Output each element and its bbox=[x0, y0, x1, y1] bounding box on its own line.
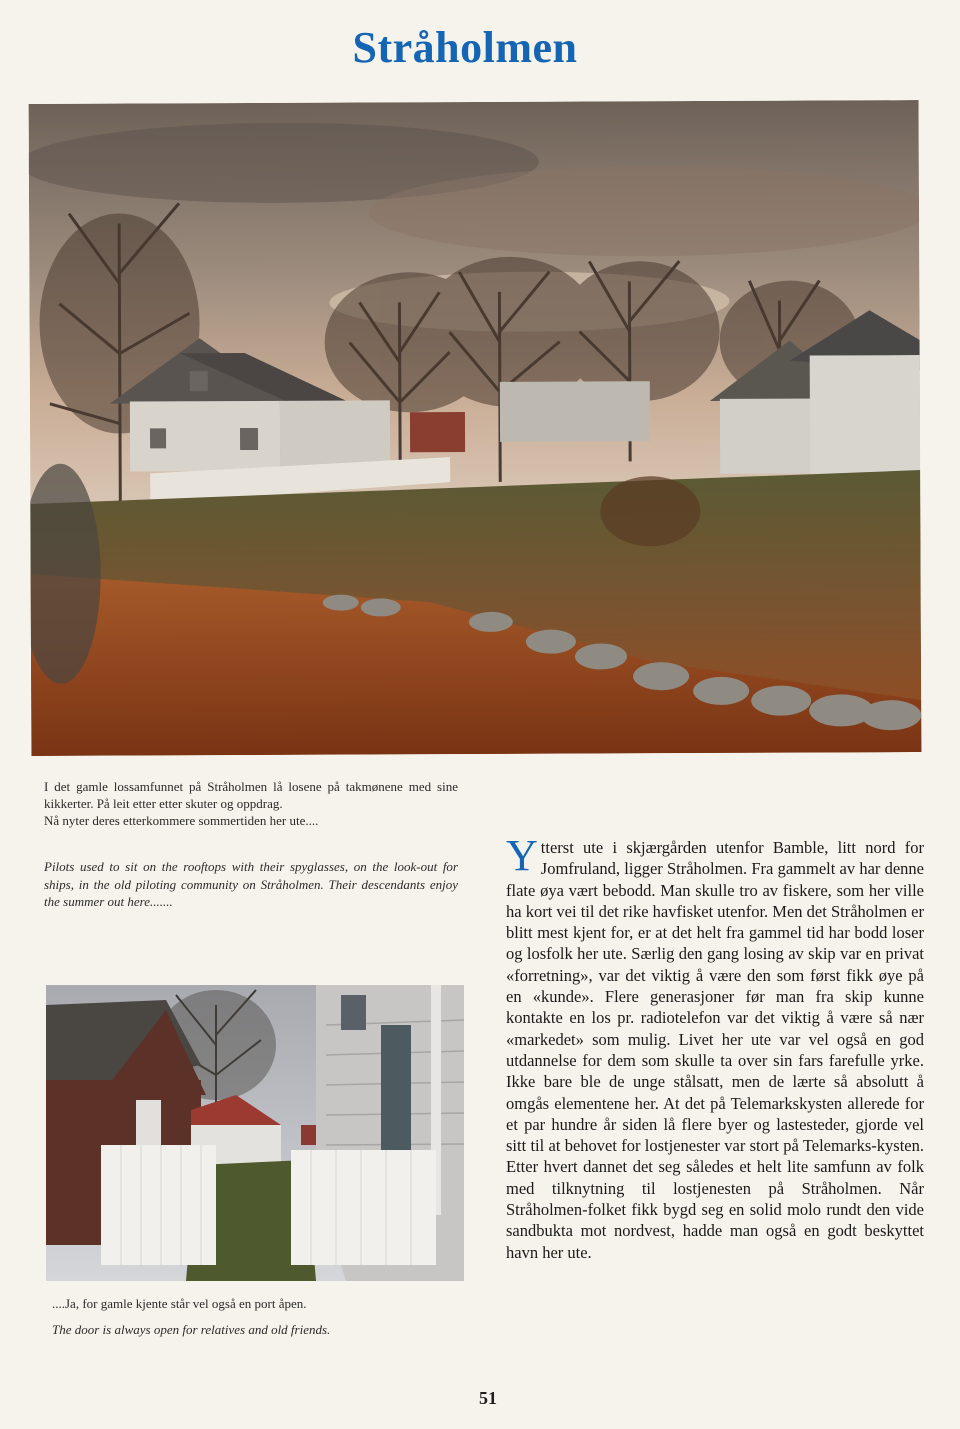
caption-line: I det gamle lossamfunnet på Stråholmen lå losene på takmønene med sine kikkerter. På leit etter etter skuter og oppdrag. bbox=[44, 779, 458, 811]
caption-line: Nå nyter deres etterkommere sommertiden her ute.... bbox=[44, 813, 319, 828]
main-photo-caption-norwegian bbox=[44, 778, 458, 829]
drop-cap: Y bbox=[506, 831, 538, 880]
page-title: Stråholmen bbox=[352, 23, 578, 72]
article-body bbox=[506, 831, 924, 1263]
main-photo-caption-english: Pilots used to sit on the rooftops with their spyglasses, on the look-out for ships, in the old piloting community on Stråholmen. Their descendants enjoy the summer out here....... bbox=[44, 859, 458, 909]
gate-photo-caption-norwegian: ....Ja, for gamle kjente står vel også en port åpen. bbox=[52, 1296, 307, 1311]
gate-photo bbox=[46, 985, 464, 1281]
page-number: 51 bbox=[479, 1388, 497, 1408]
gate-photo-caption-english: The door is always open for relatives and old friends. bbox=[52, 1322, 331, 1337]
article-text: tterst ute i skjærgården utenfor Bamble, litt nord for Jomfruland, ligger Stråholmen. Fra gammelt av har denne flate øya vært bebodd. Man skulle tro av fiskere, som her ville ha kort vei til det rike havfisket utenfor. Men det Stråholmen er blitt mest kjent for, er at det helt fra gammel tid har bodd loser og losfolk her ute. Særlig den gang losing av skip var en privat «forretning», var det viktig å være den som først fikk øye på en «kunde». Flere generasjoner før man fra skip kunne kontakte en los pr. radiotelefon var det viktig å være så nær «markedet» som mulig. Livet her ute var vel også en god utdannelse for dem som skulle ta over sin fars farefulle yrke. Ikke bare ble de unge stålsatt, men de lærte så absolutt å omgås elementene her. At det på Telemarkskysten allerede for et par hundre år siden lå flere byer og lastesteder, gjorde vel sitt til at behovet for lostjenester var stort på Telemarks-kysten. Etter hvert dannet det seg således et helt lite samfunn av folk med tilknytning til lostjenesten på Stråholmen. Når Stråholmen-folket fikk bygd seg en solid molo rundt den vide sandbukta mot nordvest, hadde man også en godt beskyttet havn her ute. bbox=[506, 838, 924, 1262]
main-photo bbox=[29, 100, 922, 756]
